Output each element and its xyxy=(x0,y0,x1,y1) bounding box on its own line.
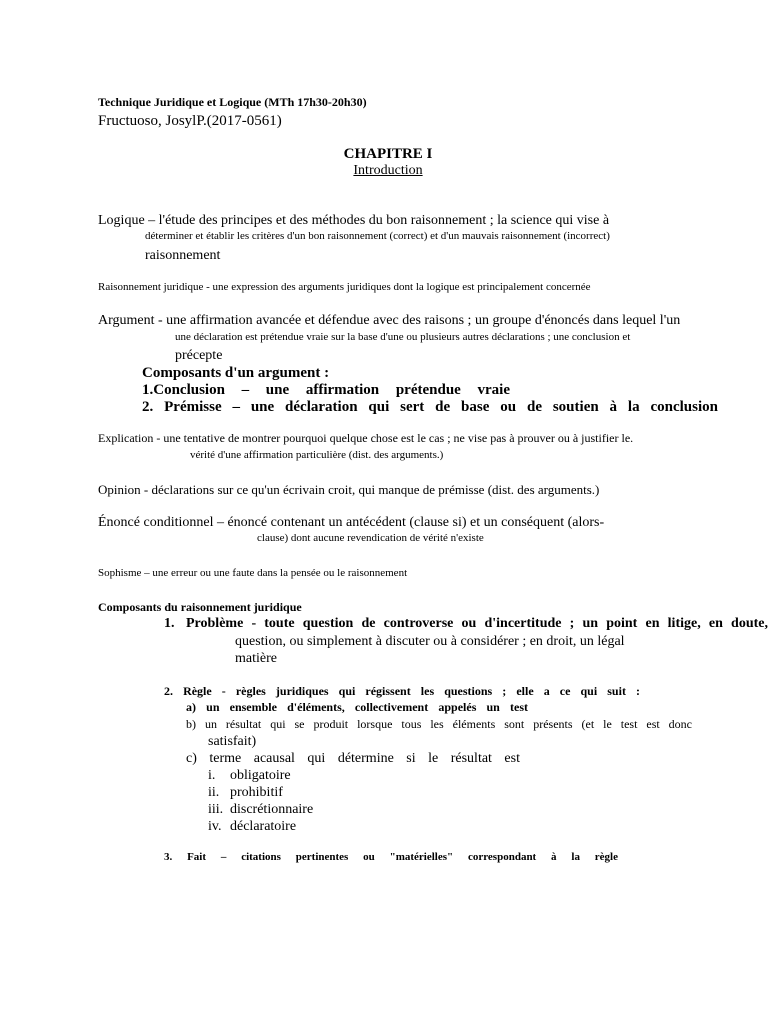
logique-definition-line1: Logique – l'étude des principes et des méthodes du bon raisonnement ; la science qui vise à xyxy=(98,213,610,228)
chapter-title: CHAPITRE I xyxy=(343,146,433,162)
chapter-subtitle xyxy=(0,164,768,178)
regle-subitem-number: iii. xyxy=(208,802,224,817)
logique-definition-line3: raisonnement xyxy=(145,248,221,263)
composants-argument-item-conclusion: 1.Conclusion – une affirmation prétendue vraie xyxy=(142,382,510,398)
composants-argument-item-premisse: 2. Prémisse – une déclaration qui sert de base ou de soutien à la conclusion xyxy=(142,399,718,415)
probleme-line3: matière xyxy=(235,651,277,666)
composants-argument-heading: Composants d'un argument : xyxy=(142,365,330,381)
probleme-line1: Problème - toute question de controverse ou d'incertitude ; un point en litige, en doute, xyxy=(186,616,768,631)
regle-item-b-line2: satisfait) xyxy=(208,734,257,749)
raisonnement-juridique-definition: Raisonnement juridique - une expression des arguments juridiques dont la logique est principalement concernée xyxy=(98,281,591,293)
argument-definition-line3: précepte xyxy=(175,348,223,363)
regle-subitem-label: prohibitif xyxy=(230,785,283,800)
student-name: Fructuoso, JosylP.(2017-0561) xyxy=(98,113,282,129)
regle-subitem xyxy=(208,786,283,800)
regle-subitem-number: ii. xyxy=(208,785,220,800)
regle-subitem xyxy=(208,769,291,783)
logique-definition-line2: déterminer et établir les critères d'un bon raisonnement (correct) et d'un mauvais raisonnement (incorrect) xyxy=(145,230,610,242)
regle-subitem-label: discrétionnaire xyxy=(230,802,314,817)
composants-rj-heading: Composants du raisonnement juridique xyxy=(98,600,302,614)
regle-subitem xyxy=(208,803,313,817)
regle-subitem-number: i. xyxy=(208,768,216,783)
enonce-conditionnel-line2: clause) dont aucune revendication de vérité n'existe xyxy=(257,532,484,544)
regle-item-b-line1: b) un résultat qui se produit lorsque tous les éléments sont présents (et le test est donc xyxy=(186,717,692,731)
probleme-number: 1. xyxy=(164,616,175,631)
argument-definition-line1: Argument - une affirmation avancée et défendue avec des raisons ; un groupe d'énoncés dans lequel l'un xyxy=(98,313,681,328)
regle-subitem-label: obligatoire xyxy=(230,768,291,783)
explication-definition-line2: vérité d'une affirmation particulière (dist. des arguments.) xyxy=(190,449,444,461)
sophisme-definition: Sophisme – une erreur ou une faute dans la pensée ou le raisonnement xyxy=(98,567,408,579)
regle-subitem xyxy=(208,820,296,834)
enonce-conditionnel-line1: Énoncé conditionnel – énoncé contenant un antécédent (clause si) et un conséquent (alors- xyxy=(98,515,605,530)
explication-definition-line1: Explication - une tentative de montrer pourquoi quelque chose est le cas ; ne vise pas à prouver ou à justifier le. xyxy=(98,431,634,445)
regle-item-a: a) un ensemble d'éléments, collectivement appelés un test xyxy=(186,700,528,714)
probleme-line2: question, ou simplement à discuter ou à considérer ; en droit, un légal xyxy=(235,634,625,649)
regle-subitem-label: déclaratoire xyxy=(230,819,297,834)
course-title: Technique Juridique et Logique (MTh 17h30-20h30) xyxy=(98,95,367,109)
fait-definition: 3. Fait – citations pertinentes ou "matérielles" correspondant à la règle xyxy=(164,851,618,863)
argument-definition-line2: une déclaration est prétendue vraie sur la base d'une ou plusieurs autres déclarations ; une conclusion et xyxy=(175,331,631,343)
regle-item-c: c) terme acausal qui détermine si le résultat est xyxy=(186,751,520,766)
opinion-definition: Opinion - déclarations sur ce qu'un écrivain croit, qui manque de prémisse (dist. des arguments.) xyxy=(98,482,600,497)
chapter-subtitle-text: Introduction xyxy=(353,163,423,178)
regle-heading: 2. Règle - règles juridiques qui régissent les questions ; elle a ce qui suit : xyxy=(164,684,640,698)
regle-subitem-number: iv. xyxy=(208,819,222,834)
